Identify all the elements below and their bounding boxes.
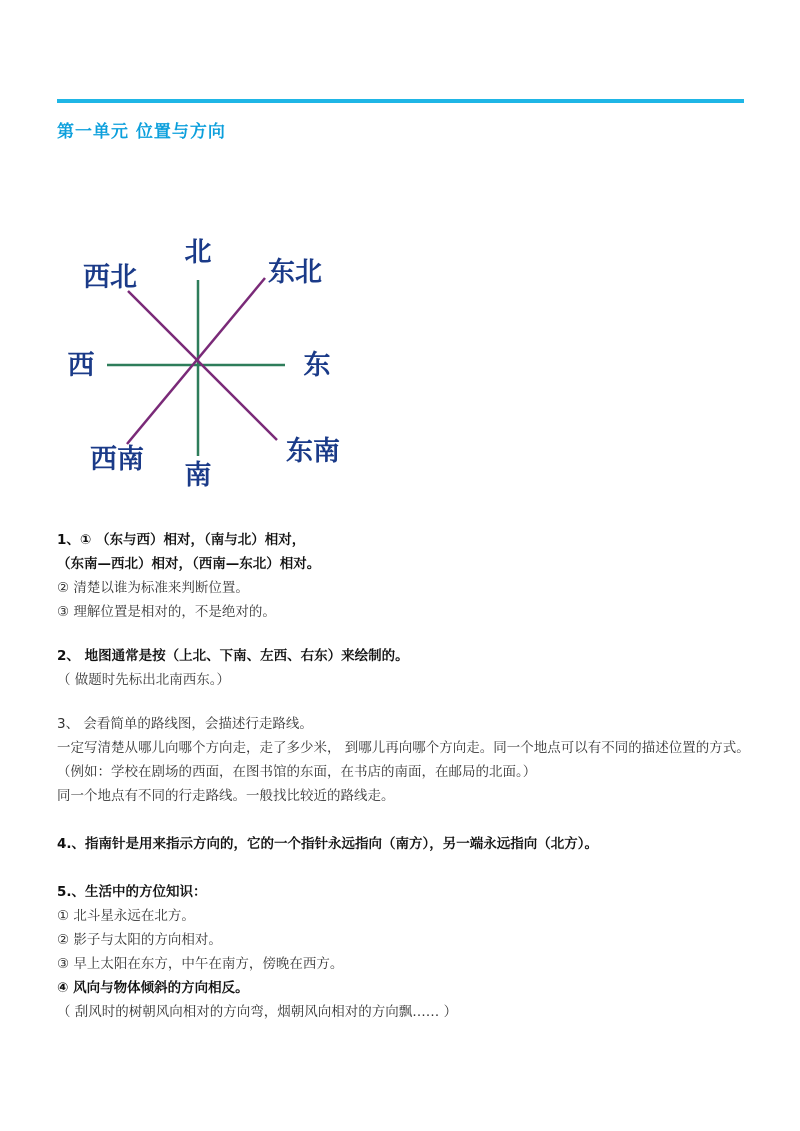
compass-label-south: 南 xyxy=(184,460,212,491)
section-5-title: 5.、生活中的方位知识： xyxy=(57,884,207,900)
section-5-item-4: ④ 风向与物体倾斜的方向相反。 xyxy=(57,980,249,996)
section-4-line-1: 4.、指南针是用来指示方向的，它的一个指针永远指向（南方），另一端永远指向（北方）。 xyxy=(57,836,599,852)
section-1-item-2: ② 清楚以谁为标准来判断位置。 xyxy=(57,580,249,596)
section-1-item-3: ③ 理解位置是相对的，不是绝对的。 xyxy=(57,604,276,620)
section-5-item-1: ① 北斗星永远在北方。 xyxy=(57,908,195,924)
section-2-line-2: （ 做题时先标出北南西东。） xyxy=(57,672,231,688)
compass-label-east: 东 xyxy=(303,350,331,381)
compass-label-north: 北 xyxy=(184,237,212,268)
section-5-item-2: ② 影子与太阳的方向相对。 xyxy=(57,932,222,948)
section-3-line-3: 同一个地点有不同的行走路线。一般找比较近的路线走。 xyxy=(57,788,395,804)
compass-label-northeast: 东北 xyxy=(268,257,322,288)
section-3-line-1: 3、 会看简单的路线图，会描述行走路线。 xyxy=(57,716,313,732)
section-1-line-2: （东南—西北）相对，（西南—东北）相对。 xyxy=(57,556,321,572)
compass-label-southeast: 东南 xyxy=(286,436,340,467)
section-5-item-5: （ 刮风时的树朝风向相对的方向弯，烟朝风向相对的方向飘…… ） xyxy=(57,1004,458,1020)
page-title: 第一单元 位置与方向 xyxy=(57,122,226,142)
section-5-item-3: ③ 早上太阳在东方，中午在南方，傍晚在西方。 xyxy=(57,956,344,972)
section-3-line-2: 一定写清楚从哪儿向哪个方向走，走了多少米， 到哪儿再向哪个方向走。同一个地点可以有不同的描述位置的方式。（例如：学校在剧场的西面，在图书馆的东面，在书店的南面，在邮局的北面。） xyxy=(57,740,750,780)
compass-diagram xyxy=(55,228,365,513)
section-2-line-1: 2、 地图通常是按（上北、下南、左西、右东）来绘制的。 xyxy=(57,648,409,664)
compass-label-west: 西 xyxy=(67,350,95,381)
compass-label-northwest: 西北 xyxy=(83,262,137,293)
compass-label-southwest: 西南 xyxy=(90,444,144,475)
compass-line-northeast-southwest xyxy=(127,278,265,444)
header-rule xyxy=(57,99,744,103)
section-1-line-1: 1、① （东与西）相对，（南与北）相对， xyxy=(57,532,306,548)
notes-body xyxy=(57,528,757,1024)
